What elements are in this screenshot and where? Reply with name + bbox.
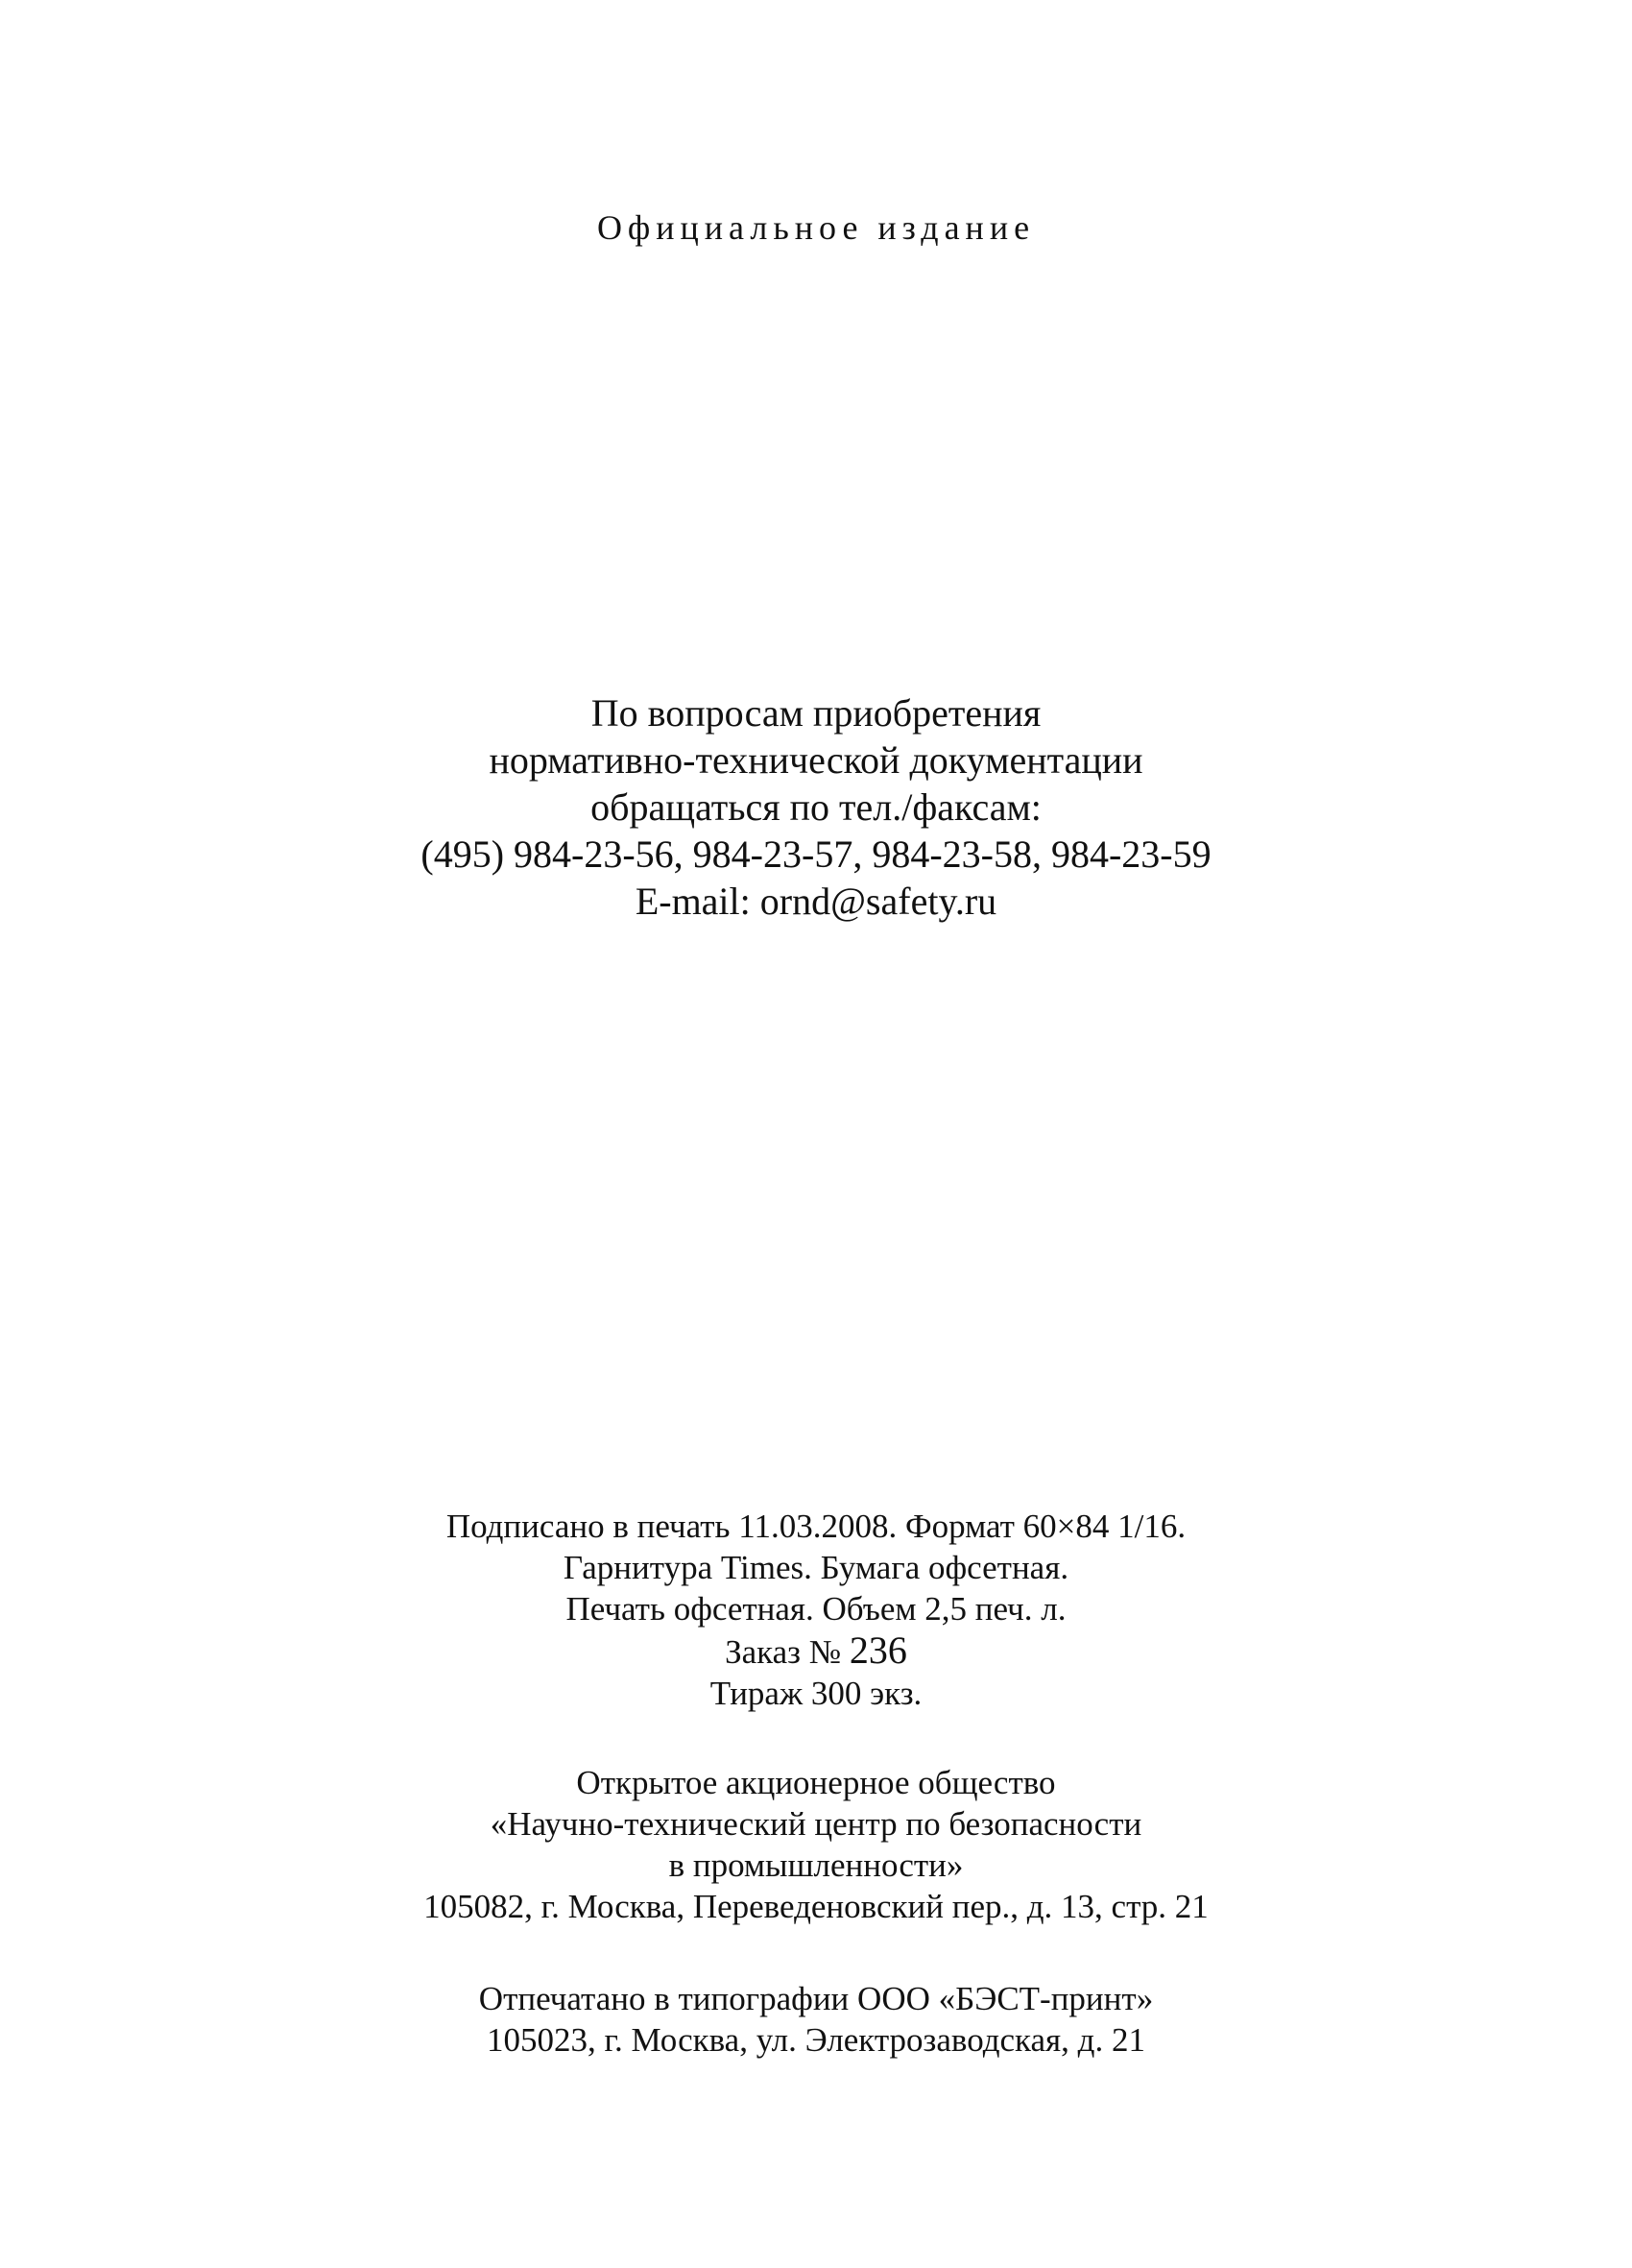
contacts-line-purchase: По вопросам приобретения (590, 691, 1042, 735)
publisher-block (0, 1762, 1632, 1927)
printer-line-address: 105023, г. Москва, ул. Электрозаводская, д. 21 (487, 2021, 1145, 2059)
imprint-signed: Подписано в печать 11.03.2008. Формат 60×84 1/16. (445, 1508, 1187, 1545)
imprint-run: Тираж 300 экз. (709, 1675, 923, 1712)
publisher-line-name: «Научно-технический центр по безопасности (490, 1805, 1142, 1843)
order-number: 236 (849, 1629, 907, 1672)
official-edition-heading (0, 204, 1632, 252)
imprint-block (0, 1506, 1632, 1714)
contacts-line-documentation: нормативно-технической документации (489, 738, 1143, 782)
contacts-line-phone-label: обращаться по тел./факсам: (590, 785, 1042, 829)
contacts-block (0, 689, 1632, 925)
imprint-typeface: Гарнитура Times. Бумага офсетная. (563, 1549, 1069, 1586)
contacts-line-email: E-mail: ornd@safety.ru (635, 880, 997, 923)
order-label: Заказ № (725, 1633, 842, 1671)
imprint-printing: Печать офсетная. Объем 2,5 печ. л. (565, 1590, 1067, 1628)
publisher-line-address: 105082, г. Москва, Переведеновский пер., д. 13, стр. 21 (423, 1888, 1209, 1925)
printer-block (0, 1978, 1632, 2061)
imprint-order (0, 1629, 1632, 1673)
printer-line-name: Отпечатано в типографии ООО «БЭСТ-принт» (478, 1980, 1154, 2017)
official-edition-text: Официальное издание (596, 208, 1036, 247)
publisher-line-type: Открытое акционерное общество (576, 1764, 1056, 1801)
contacts-line-phones: (495) 984-23-56, 984-23-57, 984-23-58, 984-23-59 (420, 832, 1212, 876)
publisher-line-name-cont: в промышленности» (668, 1846, 964, 1884)
